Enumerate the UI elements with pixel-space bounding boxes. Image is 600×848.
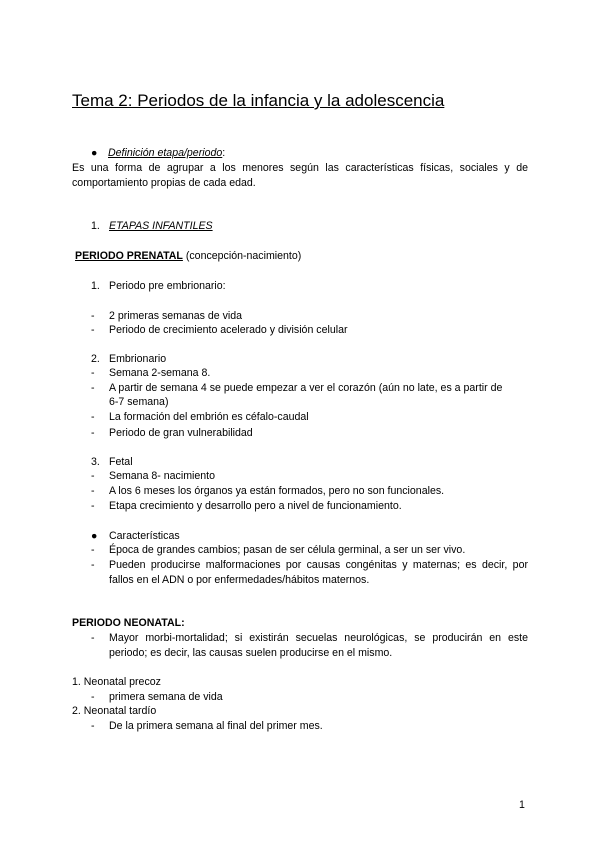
list-number: 3. — [91, 456, 100, 468]
list-number: 2. — [91, 353, 100, 365]
list-item: 2 primeras semanas de vida — [109, 310, 243, 322]
definition-text-line2: comportamiento propias de cada edad. — [72, 177, 256, 189]
list-item: La formación del embrión es céfalo-caudal — [109, 411, 309, 423]
list-item-continuation: 6-7 semana) — [109, 396, 169, 408]
list-item-continuation: fallos en el ADN o por enfermedades/hábitos maternos. — [109, 574, 370, 586]
dash-marker: - — [91, 559, 95, 571]
neonatal-precoz-label: 1. Neonatal precoz — [72, 676, 161, 688]
definition-label: Definición etapa/periodo — [108, 147, 223, 159]
list-item: Periodo de crecimiento acelerado y división celular — [109, 324, 348, 336]
page-number: 1 — [519, 799, 525, 811]
dash-marker: - — [91, 544, 95, 556]
list-label: Embrionario — [109, 353, 167, 365]
dash-marker: - — [91, 411, 95, 423]
prenatal-heading-line — [75, 249, 301, 264]
dash-marker: - — [91, 632, 95, 644]
list-item: Periodo de gran vulnerabilidad — [109, 427, 253, 439]
prenatal-subtitle: (concepción-nacimiento) — [185, 250, 302, 262]
dash-marker: - — [91, 382, 95, 394]
page-title: Tema 2: Periodos de la infancia y la adolescencia — [72, 91, 445, 110]
section-number: 1. — [91, 220, 100, 232]
dash-marker: - — [91, 310, 95, 322]
bullet-icon: ● — [91, 530, 98, 542]
list-item: Época de grandes cambios; pasan de ser célula germinal, a ser un ser vivo. — [109, 544, 466, 556]
section-heading: ETAPAS INFANTILES — [109, 220, 213, 232]
dash-marker: - — [91, 427, 95, 439]
dash-marker: - — [91, 367, 95, 379]
dash-marker: - — [91, 720, 95, 732]
list-item: A partir de semana 4 se puede empezar a ver el corazón (aún no late, es a partir de — [109, 382, 503, 394]
dash-marker: - — [91, 691, 95, 703]
list-item-continuation: periodo; es decir, las causas suelen producirse en el mismo. — [109, 647, 393, 659]
list-item: Mayor morbi-mortalidad; si existirán secuelas neurológicas, se producirán en este — [109, 632, 528, 644]
list-label: Características — [109, 530, 180, 542]
list-item: A los 6 meses los órganos ya están formados, pero no son funcionales. — [109, 485, 445, 497]
list-label: Periodo pre embrionario: — [109, 280, 226, 292]
definition-text-line1: Es una forma de agrupar a los menores según las características físicas, sociales y de — [72, 162, 528, 174]
list-number: 1. — [91, 280, 100, 292]
dash-marker: - — [91, 470, 95, 482]
dash-marker: - — [91, 485, 95, 497]
bullet-icon: ● — [91, 147, 98, 159]
definition-colon: : — [222, 147, 226, 159]
list-item: Etapa crecimiento y desarrollo pero a nivel de funcionamiento. — [109, 500, 402, 512]
neonatal-heading: PERIODO NEONATAL: — [72, 617, 185, 629]
definition-heading — [108, 146, 225, 161]
list-item: De la primera semana al final del primer mes. — [109, 720, 323, 732]
dash-marker: - — [91, 500, 95, 512]
prenatal-heading: PERIODO PRENATAL — [75, 250, 183, 262]
list-item: primera semana de vida — [109, 691, 223, 703]
neonatal-tardio-label: 2. Neonatal tardío — [72, 705, 157, 717]
list-item: Pueden producirse malformaciones por causas congénitas y maternas; es decir, por — [109, 559, 528, 571]
dash-marker: - — [91, 324, 95, 336]
list-item: Semana 8- nacimiento — [109, 470, 215, 482]
list-label: Fetal — [109, 456, 133, 468]
list-item: Semana 2-semana 8. — [109, 367, 211, 379]
